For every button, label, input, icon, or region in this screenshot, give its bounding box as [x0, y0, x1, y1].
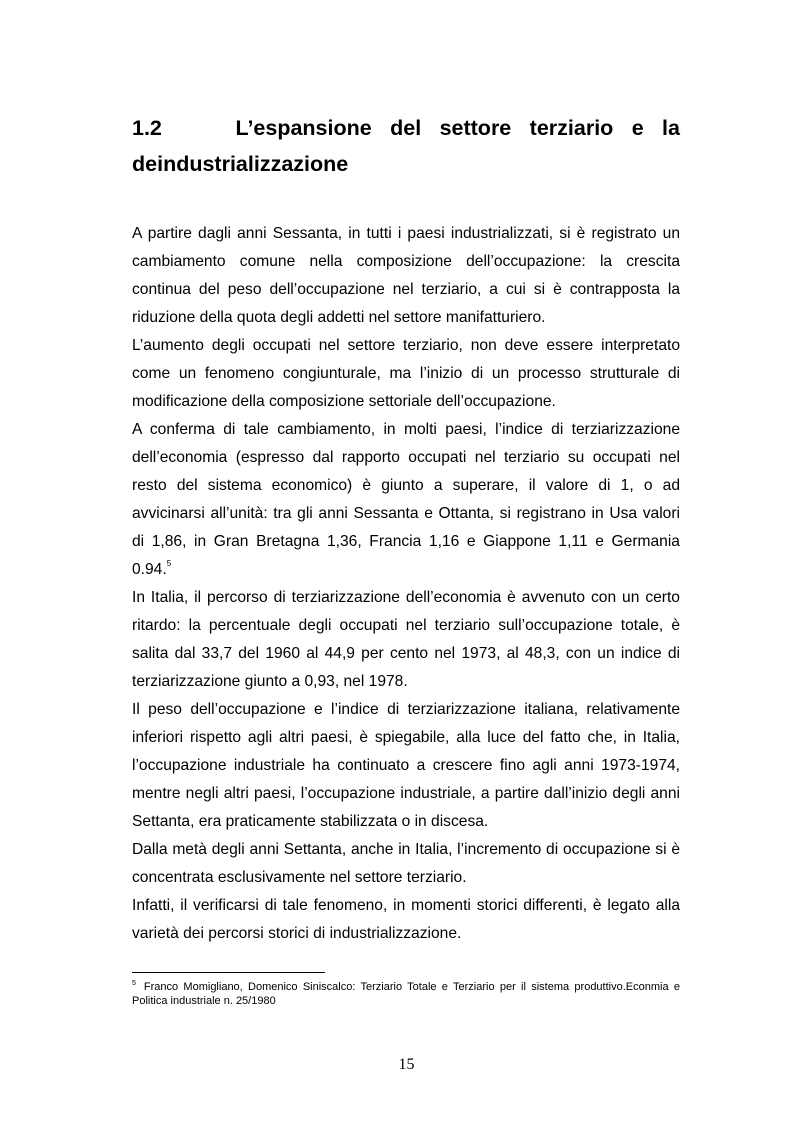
footnote-marker: 5	[132, 980, 136, 987]
paragraph-6: Dalla metà degli anni Settanta, anche in Italia, l’incremento di occupazione si è concentrata esclusivamente nel settore terziario.	[132, 841, 680, 886]
paragraph-7: Infatti, il verificarsi di tale fenomeno, in momenti storici differenti, è legato alla varietà dei percorsi storici di industrializzazione.	[132, 897, 680, 942]
footnote	[132, 980, 680, 1008]
section-number: 1.2	[132, 116, 162, 140]
paragraph-3-text: A conferma di tale cambiamento, in molti paesi, l’indice di terziarizzazione dell’economia (espresso dal rapporto occupati nel terziario su occupati nel resto del sistema economico) è giunto a superare, il valore di 1, o ad avvicinarsi all’unità: tra gli anni Sessanta e Ottanta, si registrano in Usa valori di 1,86, in Gran Bretagna 1,36, Francia 1,16 e Giappone 1,11 e Germania 0.94.	[132, 421, 680, 578]
section-title-line-2: deindustrializzazione	[132, 152, 349, 176]
footnote-separator	[132, 972, 325, 973]
page-number: 15	[398, 1056, 415, 1073]
footnote-text: Franco Momigliano, Domenico Siniscalco: Terziario Totale e Terziario per il sistema produttivo.Econmia e Politica industriale n. 25/1980	[132, 981, 680, 1007]
paragraph-3	[132, 416, 680, 584]
paragraph-4: In Italia, il percorso di terziarizzazione dell’economia è avvenuto con un certo ritardo: la percentuale degli occupati nel terziario sull’occupazione totale, è salita dal 33,7 del 1960 al 44,9 per cento nel 1973, al 48,3, con un indice di terziarizzazione giunto a 0,93, nel 1978.	[132, 589, 680, 690]
body-text	[132, 220, 680, 948]
paragraph-1: A partire dagli anni Sessanta, in tutti i paesi industrializzati, si è registrato un cambiamento comune nella composizione dell’occupazione: la crescita continua del peso dell’occupazione nel terziario, a cui si è contrapposta la riduzione della quota degli addetti nel settore manifatturiero.	[132, 225, 680, 326]
section-title-line-1: L’espansione del settore terziario e la	[235, 116, 680, 140]
paragraph-5: Il peso dell’occupazione e l’indice di terziarizzazione italiana, relativamente inferiori rispetto agli altri paesi, è spiegabile, alla luce del fatto che, in Italia, l’occupazione industriale ha continuato a crescere fino agli anni 1973-1974, mentre negli altri paesi, l’occupazione industriale, a partire dall’inizio degli anni Settanta, era praticamente stabilizzata o in discesa.	[132, 701, 680, 830]
paragraph-2: L’aumento degli occupati nel settore terziario, non deve essere interpretato come un fenomeno congiunturale, ma l’inizio di un processo strutturale di modificazione della composizione settoriale dell’occupazione.	[132, 337, 680, 410]
section-heading-line-1	[132, 110, 680, 146]
footnote-reference: 5	[166, 559, 172, 568]
section-heading	[132, 110, 680, 182]
